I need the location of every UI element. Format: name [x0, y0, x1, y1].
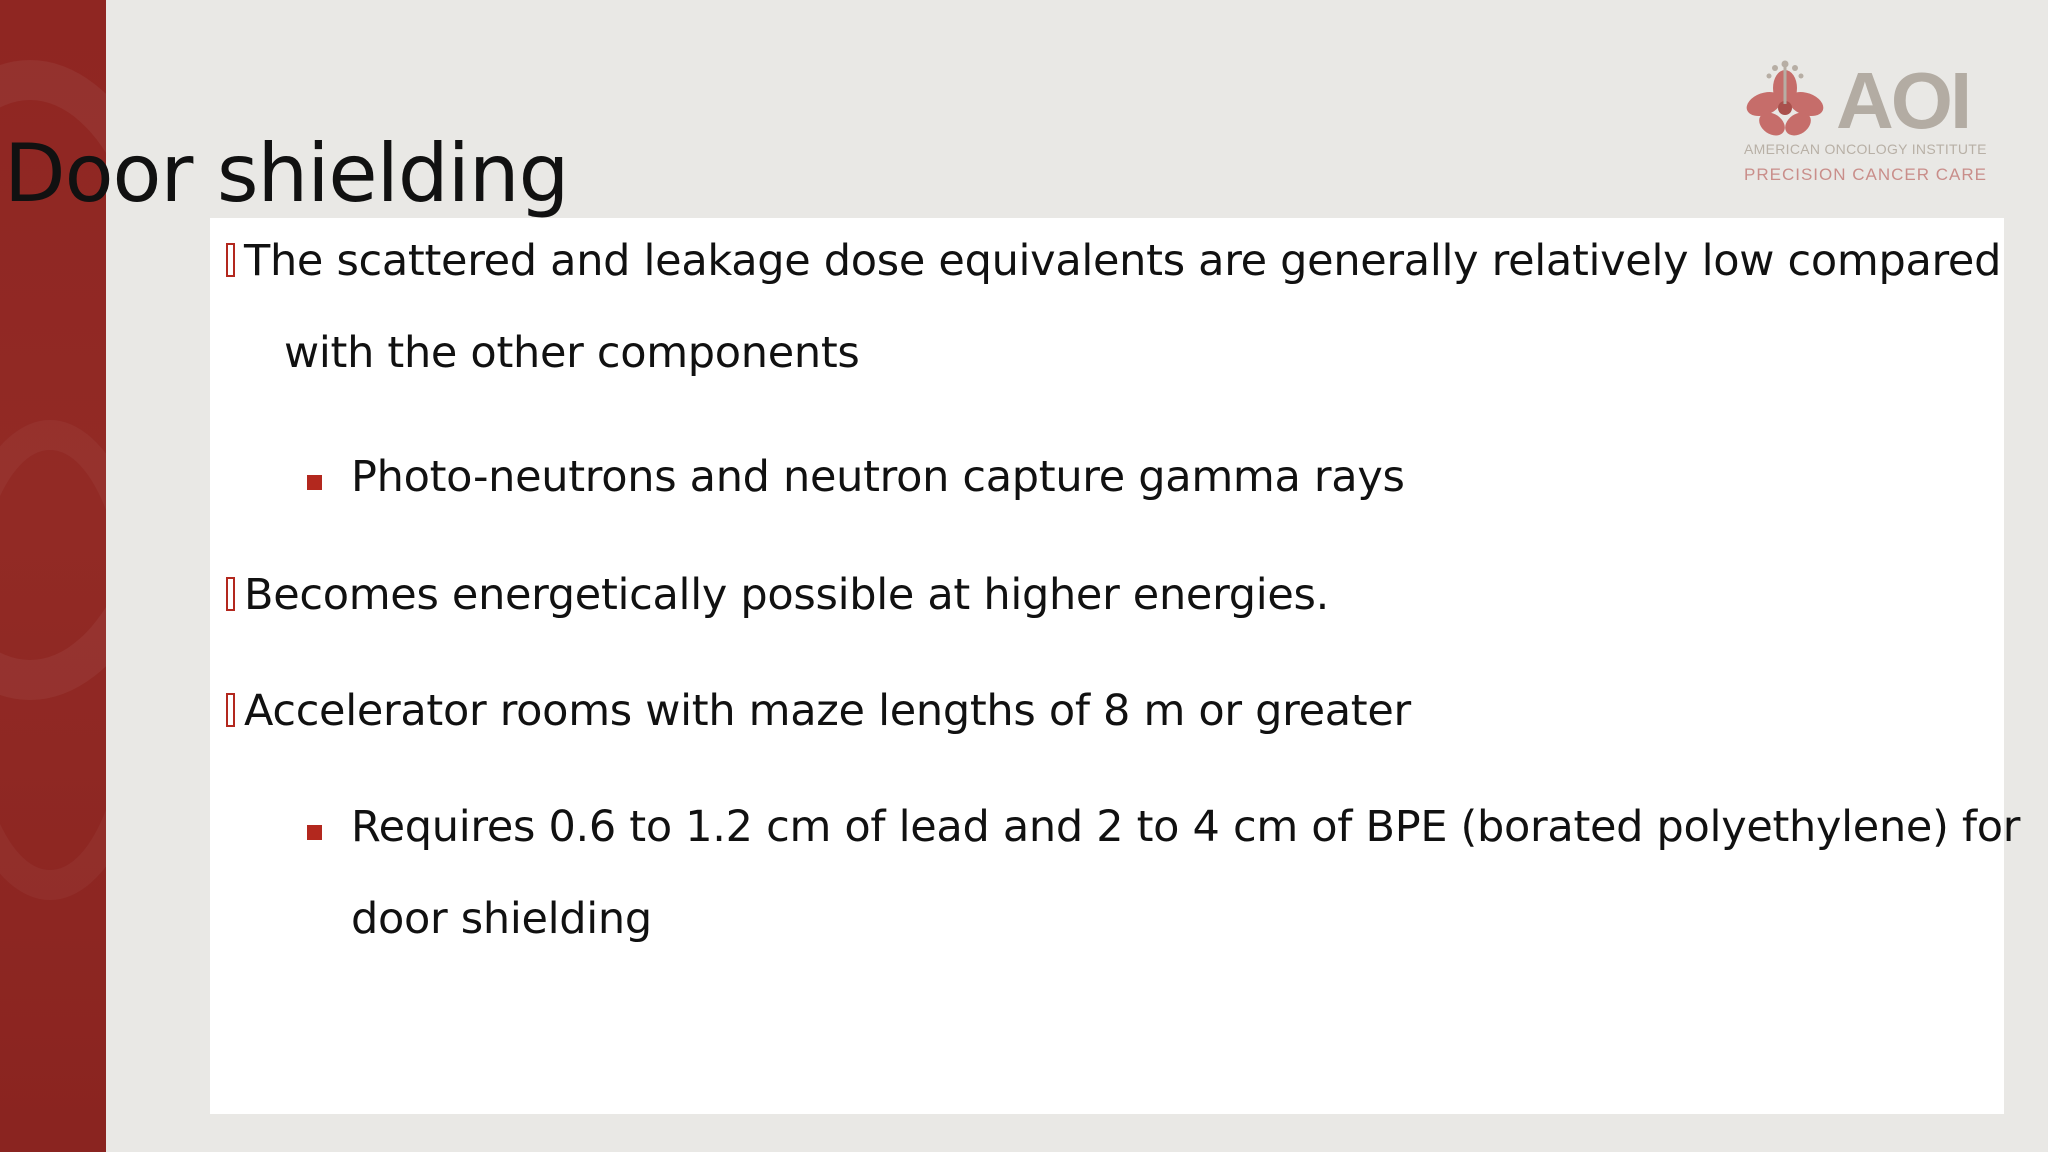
sub-bullet-square-icon	[307, 475, 322, 490]
bullet-marker-icon	[226, 577, 235, 611]
logo-tagline: PRECISION CANCER CARE	[1744, 165, 1987, 184]
bullet-marker-icon	[226, 693, 235, 727]
sub-bullet-text-continuation: door shielding	[351, 894, 652, 944]
bullet-marker-icon	[226, 243, 235, 277]
content-panel	[210, 218, 2021, 1114]
sidebar-swirl-decoration	[0, 420, 106, 900]
bullet-text-continuation: with the other components	[284, 328, 860, 378]
sub-bullet-text: Photo-neutrons and neutron capture gamma rays	[351, 452, 1405, 502]
bullet-text: Accelerator rooms with maze lengths of 8 m or greater	[244, 686, 1411, 736]
bullet-item	[226, 686, 1411, 736]
bullet-item	[226, 570, 1329, 620]
bullet-text: The scattered and leakage dose equivalents are generally relatively low compared	[244, 236, 2002, 286]
slide-title: Door shielding	[4, 127, 569, 220]
aoi-logo	[1740, 56, 1990, 186]
sub-bullet-square-icon	[307, 825, 322, 840]
bullet-text: Becomes energetically possible at higher energies.	[244, 570, 1329, 620]
logo-institute-name: AMERICAN ONCOLOGY INSTITUTE	[1744, 141, 1987, 157]
bullet-item	[226, 236, 2001, 286]
hibiscus-flower-icon	[1742, 58, 1828, 144]
logo-brand-text: AOI	[1836, 56, 1970, 145]
sub-bullet-text: Requires 0.6 to 1.2 cm of lead and 2 to 4 cm of BPE (borated polyethylene) for	[351, 802, 2021, 852]
